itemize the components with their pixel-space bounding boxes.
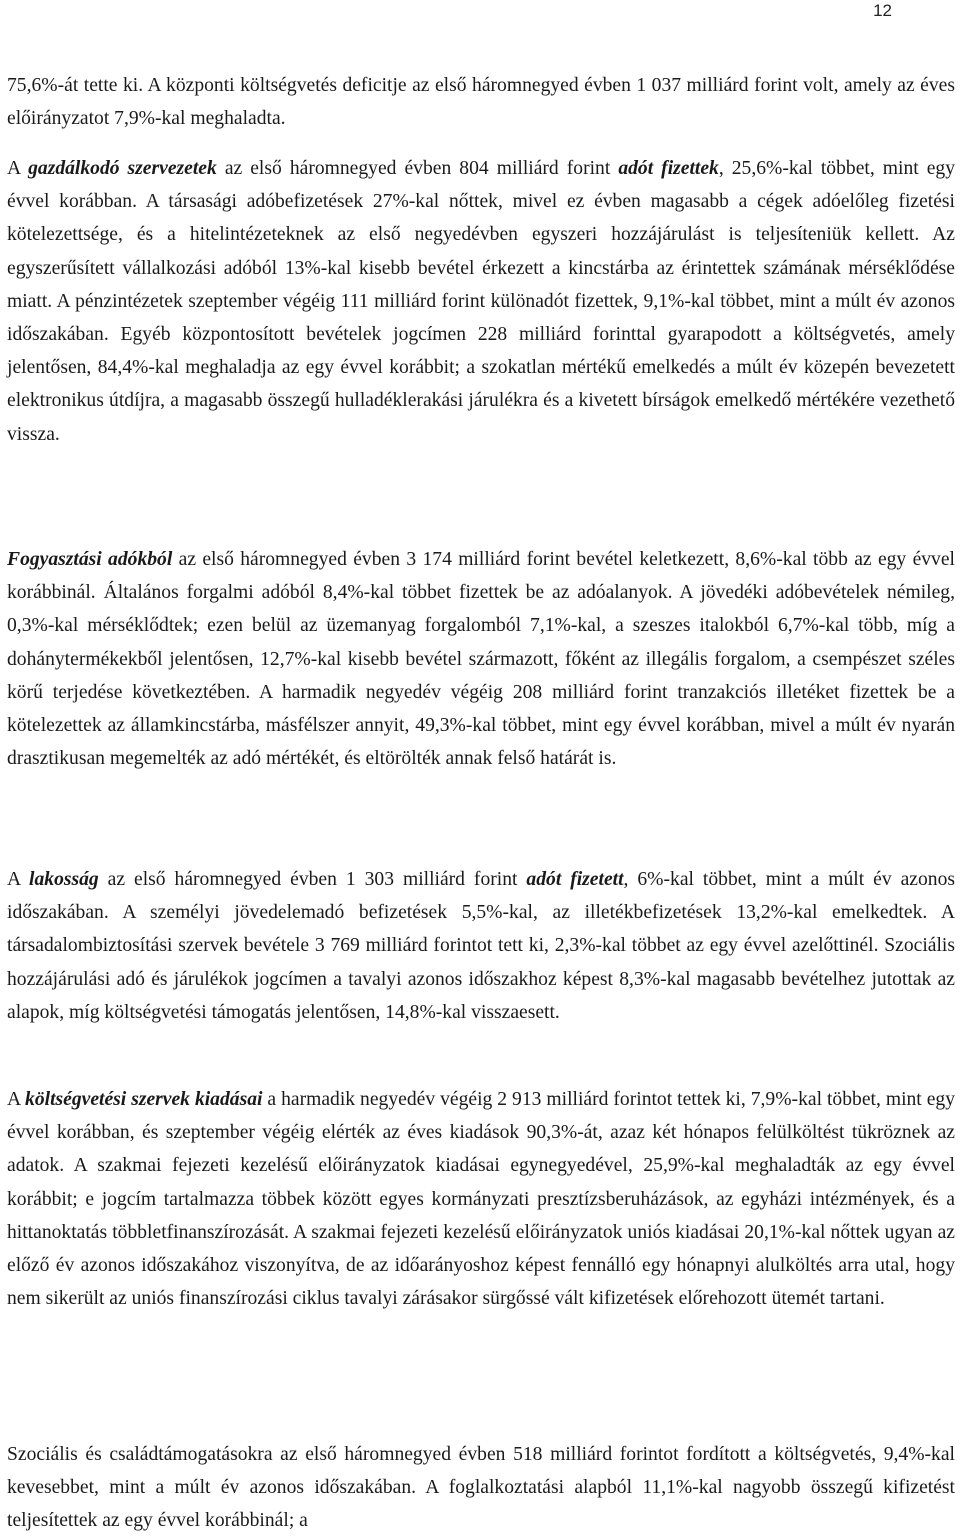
paragraph-text: 75,6%-át tette ki. A központi költségvetés deficitje az első háromnegyed évben 1 037 milliárd forint volt, amely az éves előirányzatot 7,9%-kal meghaladta. — [7, 75, 955, 130]
paragraph-social-support — [7, 1438, 955, 1538]
emphasized-term: költségvetési szervek kiadásai — [25, 1089, 263, 1110]
paragraph-text: A — [7, 1089, 26, 1110]
paragraph-consumption-taxes — [7, 543, 955, 775]
emphasized-term: Fogyasztási adókból — [7, 549, 173, 570]
paragraph-text: az első háromnegyed évben 804 milliárd forint — [216, 158, 619, 179]
emphasized-term: lakosság — [29, 869, 99, 890]
paragraph-text: , 25,6%-kal többet, mint egy évvel korábban. A társasági adóbefizetések 27%-kal nőttek, mivel ez évben magasabb a cégek adóelőleg fizetési kötelezettsége, és a hitelintézeteknek az első negyedévben egyszeri hozzájárulást is teljesíteniük kellett. Az egyszerűsített vállalkozási adóból 13%-kal kisebb bevétel érkezett a kincstárba az érintettek számának mérséklődése miatt. A pénzintézetek szeptember végéig 111 milliárd forint különadót fizettek, 9,1%-kal többet, mint a múlt év azonos időszakában. Egyéb központosított bevételek jogcímen 228 milliárd forinttal gyarapodott a költségvetés, amely jelentősen, 84,4%-kal meghaladja az egy évvel korábbit; a szokatlan mértékű emelkedés a múlt év közepén bevezetett elektronikus útdíjra, a magasabb összegű hulladéklerakási járulékra és a kivetett bírságok emelkedő mértékére vezethető vissza. — [7, 158, 955, 445]
paragraph-text: Szociális és családtámogatásokra az első háromnegyed évben 518 milliárd forintot fordított a költségvetés, 9,4%-kal kevesebbet, mint a múlt év azonos időszakában. A foglalkoztatási alapból 11,1%-kal nagyobb összegű kifizetést teljesítettek az egy évvel korábbinál; a — [7, 1444, 955, 1532]
emphasized-term: gazdálkodó szervezetek — [28, 158, 217, 179]
emphasized-term: adót fizetett — [526, 869, 624, 890]
paragraph-text: az első háromnegyed évben 1 303 milliárd forint — [98, 869, 527, 890]
paragraph-text: , 6%-kal többet, mint a múlt év azonos időszakában. A személyi jövedelemadó befizetések 5,5%-kal, az illetékbefizetések 13,2%-kal emelkedtek. A társadalombiztosítási szervek bevétele 3 769 milliárd forintot tett ki, 2,3%-kal többet az egy évvel azelőttinél. Szociális hozzájárulási adó és járulékok jogcímen a tavalyi azonos időszakhoz képest 8,3%-kal magasabb bevételhez jutottak az alapok, míg költségvetési támogatás jelentősen, 14,8%-kal visszaesett. — [7, 869, 955, 1023]
paragraph-text: A — [7, 869, 30, 890]
paragraph-text: a harmadik negyedév végéig 2 913 milliárd forintot tettek ki, 7,9%-kal többet, mint egy évvel korábban, és szeptember végéig elérték az éves kiadások 90,3%-át, azaz két hónapos felülköltést tükröznek az adatok. A szakmai fejezeti kezelésű előirányzatok kiadásai egynegyedével, 25,9%-kal meghaladták az egy évvel korábbit; e jogcím tartalmazza többek között egyes kormányzati presztízsberuházások, az egyházi intézmények, és a hittanoktatás többletfinanszírozását. A szakmai fejezeti kezelésű előirányzatok uniós kiadásai 20,1%-kal nőttek ugyan az előző év azonos időszakához viszonyítva, de az időarányoshoz képest fennálló egy hónapnyi alulköltés arra utal, hogy nem sikerült az uniós finanszírozási ciklus tavalyi zárásakor sürgőssé vált kifizetések előrehozott ütemét tartani. — [7, 1089, 956, 1310]
emphasized-term: adót fizettek — [618, 158, 719, 179]
paragraph-text: az első háromnegyed évben 3 174 milliárd forint bevétel keletkezett, 8,6%-kal több az egy évvel korábbinál. Általános forgalmi adóból 8,4%-kal többet fizettek be az adóalanyok. A jövedéki adóbevételek némileg, 0,3%-kal mérséklődtek; ezen belül az üzemanyag forgalomból 7,1%-kal, a szeszes italokból 6,7%-kal több, míg a dohánytermékekből jelentősen, 12,7%-kal kisebb bevétel származott, főként az illegális forgalom, a csempészet széles körű terjedése következtében. A harmadik negyedév végéig 208 milliárd forint tranzakciós illetéket fizettek be a kötelezettek az államkincstárba, másfélszer annyit, 49,3%-kal többet, mint egy évvel korábban, mivel a múlt év nyarán drasztikusan megemelték az adó mértékét, és eltörölték annak felső határát is. — [7, 549, 955, 770]
paragraph-text: A — [7, 158, 29, 179]
paragraph-deficit — [7, 69, 955, 135]
paragraph-budget-expenses — [7, 1083, 955, 1315]
paragraph-business-taxes — [7, 152, 955, 451]
paragraph-household-taxes — [7, 863, 955, 1029]
page-number: 12 — [873, 1, 892, 20]
